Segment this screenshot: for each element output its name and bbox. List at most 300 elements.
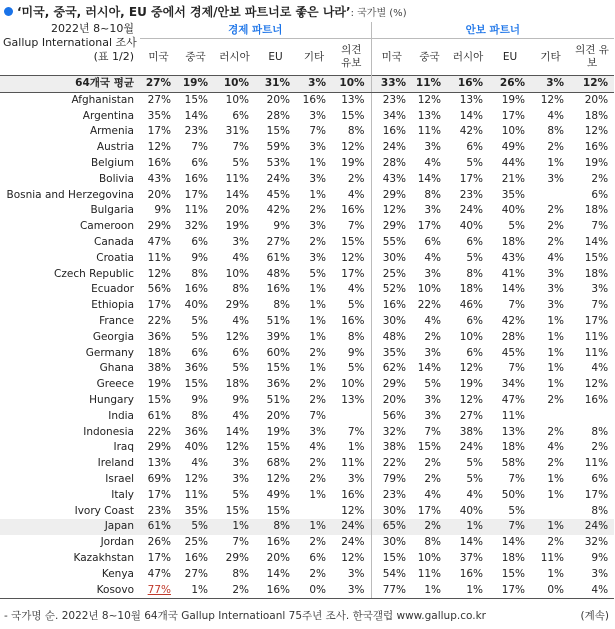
cell-econ: 38% <box>147 362 171 375</box>
country-label: Ecuador <box>91 283 134 296</box>
cell-sec: 5% <box>508 220 526 233</box>
cell-sec: 17% <box>459 172 484 185</box>
table-row <box>0 235 614 251</box>
cell-sec: 10% <box>417 551 442 564</box>
cell-sec: 20% <box>371 393 412 409</box>
cell-econ: 40% <box>184 299 208 312</box>
table-row <box>0 440 614 456</box>
cell-econ: 7% <box>309 125 326 138</box>
col-header-sec-3: EU <box>502 51 518 63</box>
average-sec-cell: 3% <box>531 76 570 93</box>
cell-econ: 1% <box>347 441 365 454</box>
cell-sec: 12% <box>459 362 484 375</box>
table-row <box>0 504 614 520</box>
cell-econ: 26% <box>147 536 171 549</box>
cell-sec: 1% <box>412 583 447 599</box>
cell-econ: 16% <box>184 283 208 296</box>
cell-econ: 3% <box>232 457 249 470</box>
cell-sec: 12% <box>584 378 609 391</box>
cell-econ: 8% <box>255 519 296 535</box>
cell-econ: 12% <box>341 141 365 154</box>
cell-sec: 11% <box>540 551 565 564</box>
cell-econ: 4% <box>191 457 208 470</box>
cell-sec: 28% <box>501 330 526 343</box>
country-label: Cameroon <box>79 220 134 233</box>
cell-econ: 60% <box>266 346 290 359</box>
cell-econ: 7% <box>309 409 326 422</box>
cell-sec: 0% <box>531 583 570 599</box>
cell-sec: 4% <box>547 251 565 264</box>
cell-sec: 2% <box>591 172 609 185</box>
cell-sec: 21% <box>501 172 526 185</box>
cell-sec: 6% <box>424 235 442 248</box>
country-label: Germany <box>85 346 134 359</box>
cell-sec: 22% <box>417 299 442 312</box>
cell-econ: 28% <box>266 109 290 122</box>
cell-sec: 3% <box>547 267 565 280</box>
cell-econ: 12% <box>341 551 365 564</box>
cell-sec: 13% <box>501 425 526 438</box>
cell-econ: 0% <box>296 583 332 599</box>
cell-econ: 27% <box>147 93 171 106</box>
cell-econ: 5% <box>232 156 249 169</box>
cell-econ: 1% <box>296 519 332 535</box>
cell-sec: 1% <box>547 314 565 327</box>
cell-econ: 16% <box>147 156 171 169</box>
cell-sec: 3% <box>547 172 565 185</box>
cell-sec: 2% <box>547 235 565 248</box>
cell-sec <box>531 504 570 520</box>
title-main: ‘미국, 중국, 러시아, EU 중에서 경제/안보 파트너로 좋은 나라’ <box>17 5 351 19</box>
cell-sec: 24% <box>570 519 614 535</box>
cell-econ: 4% <box>309 441 326 454</box>
cell-sec: 3% <box>424 346 442 359</box>
cell-econ: 1% <box>309 188 326 201</box>
cell-econ: 11% <box>225 172 249 185</box>
cell-econ: 11% <box>184 204 208 217</box>
cell-econ: 4% <box>232 314 249 327</box>
cell-econ: 22% <box>147 425 171 438</box>
group-security: 안보 파트너 <box>371 22 614 39</box>
cell-sec: 14% <box>459 536 484 549</box>
cell-sec: 4% <box>570 583 614 599</box>
table-row <box>0 298 614 314</box>
cell-sec: 30% <box>371 314 412 330</box>
cell-sec: 4% <box>424 251 442 264</box>
cell-econ: 15% <box>184 378 208 391</box>
cell-econ: 32% <box>184 220 208 233</box>
average-sec-cell: 26% <box>489 76 531 93</box>
cell-econ: 11% <box>184 488 208 501</box>
table-corner <box>0 22 140 76</box>
cell-econ: 3% <box>347 472 365 485</box>
cell-sec: 1% <box>547 567 565 580</box>
cell-sec: 12% <box>417 93 442 106</box>
cell-econ: 42% <box>266 204 290 217</box>
cell-sec: 23% <box>459 188 484 201</box>
cell-econ: 13% <box>341 93 365 106</box>
table-row <box>0 377 614 393</box>
cell-econ: 39% <box>266 330 290 343</box>
cell-sec: 7% <box>424 425 442 438</box>
cell-sec: 1% <box>547 488 565 501</box>
cell-econ: 17% <box>147 551 171 564</box>
cell-econ: 6% <box>191 346 208 359</box>
cell-sec: 79% <box>371 472 412 488</box>
cell-sec: 2% <box>547 141 565 154</box>
results-table <box>0 22 614 599</box>
cell-econ: 1% <box>309 488 326 501</box>
footer-note: - 국가명 순. 2022년 8~10월 64개국 Gallup Internatioanl 75주년 조사. 한국갤럽 www.gallup.co.kr <box>4 610 486 622</box>
cell-sec: 35% <box>371 346 412 362</box>
cell-econ: 9% <box>191 393 208 406</box>
cell-econ <box>296 504 332 520</box>
cell-econ: 16% <box>341 314 365 327</box>
cell-sec: 29% <box>371 377 412 393</box>
table-row <box>0 140 614 156</box>
cell-econ: 5% <box>347 362 365 375</box>
cell-sec: 6% <box>466 346 484 359</box>
cell-econ: 10% <box>341 378 365 391</box>
cell-econ: 24% <box>341 536 365 549</box>
cell-sec: 58% <box>501 457 526 470</box>
cell-sec: 6% <box>466 235 484 248</box>
cell-econ: 5% <box>232 488 249 501</box>
cell-sec: 27% <box>459 409 484 422</box>
cell-sec <box>531 188 570 204</box>
cell-sec: 1% <box>547 330 565 343</box>
cell-sec: 10% <box>417 283 442 296</box>
cell-sec: 16% <box>584 393 609 406</box>
cell-sec: 50% <box>501 488 526 501</box>
country-label: Ghana <box>99 362 134 375</box>
country-label: Ivory Coast <box>74 504 134 517</box>
cell-econ: 24% <box>332 519 371 535</box>
cell-econ: 9% <box>347 346 365 359</box>
cell-econ <box>332 409 371 425</box>
cell-sec: 5% <box>466 251 484 264</box>
cell-econ: 12% <box>341 504 365 517</box>
cell-sec: 14% <box>501 283 526 296</box>
country-label: Armenia <box>89 125 134 138</box>
table-row <box>0 124 614 140</box>
cell-econ: 25% <box>184 536 208 549</box>
table-row <box>0 282 614 298</box>
average-econ-cell: 27% <box>140 76 177 93</box>
cell-econ: 8% <box>232 567 249 580</box>
table-row <box>0 409 614 425</box>
cell-econ: 17% <box>147 488 171 501</box>
cell-econ: 18% <box>147 346 171 359</box>
cell-econ: 17% <box>341 267 365 280</box>
cell-sec: 2% <box>547 536 565 549</box>
col-header-sec-1: 중국 <box>419 51 440 63</box>
cell-econ: 19% <box>147 378 171 391</box>
cell-sec: 35% <box>501 188 526 201</box>
cell-econ: 16% <box>341 204 365 217</box>
cell-sec: 30% <box>371 504 412 520</box>
average-econ-cell: 19% <box>177 76 214 93</box>
cell-sec: 24% <box>459 204 484 217</box>
cell-econ: 13% <box>147 457 171 470</box>
cell-sec: 13% <box>459 93 484 106</box>
cell-sec: 11% <box>584 330 609 343</box>
cell-sec: 28% <box>371 156 412 172</box>
cell-econ: 20% <box>266 409 290 422</box>
cell-econ: 15% <box>184 93 208 106</box>
cell-econ: 5% <box>347 299 365 312</box>
cell-econ: 17% <box>184 188 208 201</box>
cell-econ: 4% <box>347 188 365 201</box>
cell-sec: 30% <box>371 535 412 551</box>
cell-econ: 8% <box>273 299 290 312</box>
col-header-sec-2: 러시아 <box>452 51 484 63</box>
country-label: Ireland <box>97 457 134 470</box>
cell-sec: 7% <box>508 362 526 375</box>
cell-econ: 48% <box>266 267 290 280</box>
cell-sec: 17% <box>584 488 609 501</box>
table-row <box>0 251 614 267</box>
cell-sec: 22% <box>371 456 412 472</box>
cell-sec: 2% <box>547 425 565 438</box>
col-header-econ-1: 중국 <box>185 51 206 63</box>
cell-econ: 35% <box>184 504 208 517</box>
country-label: France <box>99 314 134 327</box>
cell-econ: 2% <box>309 204 326 217</box>
cell-sec: 42% <box>459 125 484 138</box>
cell-sec: 15% <box>371 551 412 567</box>
average-econ-cell: 10% <box>214 76 255 93</box>
cell-econ: 12% <box>341 251 365 264</box>
cell-sec: 7% <box>591 299 609 312</box>
cell-econ: 6% <box>191 235 208 248</box>
cell-econ: 51% <box>266 314 290 327</box>
corner-page: (표 1/2) <box>93 50 134 63</box>
cell-sec: 12% <box>584 125 609 138</box>
cell-sec: 4% <box>547 109 565 122</box>
cell-sec: 52% <box>371 282 412 298</box>
cell-sec: 5% <box>466 156 484 169</box>
table-row <box>0 92 614 108</box>
cell-econ: 1% <box>214 519 255 535</box>
table-row <box>0 109 614 125</box>
cell-econ: 12% <box>147 267 171 280</box>
cell-econ: 8% <box>191 267 208 280</box>
cell-econ: 56% <box>147 283 171 296</box>
country-label: Greece <box>96 378 134 391</box>
cell-sec: 8% <box>591 425 609 438</box>
cell-econ: 18% <box>225 378 249 391</box>
cell-sec: 55% <box>371 235 412 251</box>
cell-econ: 7% <box>191 141 208 154</box>
cell-econ: 15% <box>341 109 365 122</box>
cell-sec: 8% <box>466 267 484 280</box>
cell-econ: 49% <box>266 488 290 501</box>
cell-econ: 15% <box>266 441 290 454</box>
cell-econ: 68% <box>266 457 290 470</box>
cell-sec: 29% <box>371 219 412 235</box>
cell-econ: 19% <box>341 156 365 169</box>
cell-econ: 15% <box>225 504 249 517</box>
cell-econ: 1% <box>309 299 326 312</box>
average-label: 64개국 평균 <box>0 76 140 93</box>
cell-sec: 2% <box>424 330 442 343</box>
cell-sec: 54% <box>371 567 412 583</box>
cell-sec: 44% <box>501 156 526 169</box>
cell-sec: 17% <box>501 109 526 122</box>
cell-econ: 47% <box>147 567 171 580</box>
cell-econ: 11% <box>341 457 365 470</box>
cell-sec: 30% <box>371 251 412 267</box>
cell-sec: 2% <box>412 519 447 535</box>
cell-sec: 11% <box>501 409 526 422</box>
cell-sec: 6% <box>591 188 609 201</box>
cell-econ: 16% <box>184 172 208 185</box>
cell-sec: 17% <box>417 504 442 517</box>
cell-econ: 29% <box>147 220 171 233</box>
cell-econ: 59% <box>266 141 290 154</box>
cell-sec: 5% <box>466 472 484 485</box>
table-row <box>0 456 614 472</box>
cell-sec: 19% <box>501 93 526 106</box>
cell-econ: 5% <box>177 519 214 535</box>
cell-sec: 12% <box>540 93 565 106</box>
cell-sec: 18% <box>584 109 609 122</box>
cell-sec: 3% <box>591 567 609 580</box>
average-sec-cell: 33% <box>371 76 412 93</box>
bullet-dot-icon <box>4 7 13 16</box>
table-row <box>0 583 614 599</box>
country-label: Kosovo <box>0 583 140 599</box>
table-row <box>0 472 614 488</box>
cell-sec: 11% <box>584 346 609 359</box>
cell-econ: 40% <box>184 441 208 454</box>
cell-sec: 11% <box>584 457 609 470</box>
cell-econ: 45% <box>266 188 290 201</box>
cell-sec: 16% <box>371 124 412 140</box>
cell-econ: 9% <box>154 204 171 217</box>
cell-econ: 14% <box>184 109 208 122</box>
cell-sec: 2% <box>591 441 609 454</box>
cell-econ: 1% <box>309 330 326 343</box>
cell-econ: 2% <box>309 457 326 470</box>
cell-econ: 1% <box>309 362 326 375</box>
cell-sec: 12% <box>371 203 412 219</box>
col-header-econ-2: 러시아 <box>219 51 250 63</box>
country-label: Afghanistan <box>71 93 134 106</box>
cell-econ: 15% <box>266 504 290 517</box>
table-row <box>0 488 614 504</box>
cell-sec: 23% <box>371 92 412 108</box>
average-econ-cell: 31% <box>255 76 296 93</box>
corner-date: 2022년 8~10월 <box>51 22 134 35</box>
title-sub: : 국가별 (%) <box>350 8 407 19</box>
cell-sec: 1% <box>531 519 570 535</box>
cell-econ: 9% <box>273 220 290 233</box>
table-row <box>0 156 614 172</box>
cell-sec: 18% <box>459 283 484 296</box>
cell-sec: 16% <box>584 141 609 154</box>
cell-sec: 11% <box>417 125 442 138</box>
table-row <box>0 330 614 346</box>
cell-sec: 15% <box>501 567 526 580</box>
cell-econ: 36% <box>184 362 208 375</box>
cell-sec: 4% <box>424 314 442 327</box>
country-label: Ethiopia <box>91 299 134 312</box>
cell-econ: 3% <box>232 235 249 248</box>
cell-econ: 61% <box>140 519 177 535</box>
cell-econ: 15% <box>147 393 171 406</box>
cell-sec <box>570 409 614 425</box>
table-row <box>0 519 614 535</box>
table-row <box>0 203 614 219</box>
cell-sec: 8% <box>591 504 609 517</box>
cell-sec: 32% <box>584 536 609 549</box>
country-label: Israel <box>105 472 134 485</box>
cell-econ: 7% <box>347 220 365 233</box>
cell-sec: 23% <box>371 488 412 504</box>
cell-sec: 62% <box>371 361 412 377</box>
cell-econ: 3% <box>309 251 326 264</box>
cell-econ: 14% <box>225 188 249 201</box>
country-label: India <box>108 409 134 422</box>
cell-sec: 1% <box>447 583 489 599</box>
col-header-sec-0: 미국 <box>371 39 412 76</box>
cell-sec <box>531 409 570 425</box>
cell-econ: 6% <box>232 346 249 359</box>
cell-sec: 40% <box>459 220 484 233</box>
cell-sec: 3% <box>424 141 442 154</box>
cell-econ: 2% <box>214 583 255 599</box>
cell-econ: 8% <box>232 283 249 296</box>
cell-sec: 41% <box>501 267 526 280</box>
cell-econ: 6% <box>191 156 208 169</box>
cell-sec: 9% <box>591 551 609 564</box>
cell-econ: 20% <box>147 188 171 201</box>
average-sec-cell: 11% <box>412 76 447 93</box>
cell-sec: 8% <box>547 125 565 138</box>
cell-sec: 17% <box>584 314 609 327</box>
country-label: Bolivia <box>98 172 134 185</box>
cell-sec: 4% <box>424 488 442 501</box>
cell-econ: 8% <box>191 409 208 422</box>
cell-sec: 8% <box>424 188 442 201</box>
cell-econ: 16% <box>302 93 326 106</box>
cell-sec: 14% <box>501 536 526 549</box>
cell-sec: 47% <box>501 393 526 406</box>
cell-sec: 13% <box>417 109 442 122</box>
country-label: Austria <box>96 141 134 154</box>
cell-econ: 16% <box>266 536 290 549</box>
country-label: Bosnia and Herzegovina <box>6 188 134 201</box>
cell-econ: 14% <box>225 425 249 438</box>
cell-sec: 24% <box>371 140 412 156</box>
country-label: Czech Republic <box>54 267 134 280</box>
cell-sec: 2% <box>547 204 565 217</box>
cell-sec: 7% <box>489 519 531 535</box>
cell-econ: 7% <box>232 141 249 154</box>
cell-sec: 19% <box>459 378 484 391</box>
cell-sec: 14% <box>459 109 484 122</box>
cell-sec: 2% <box>547 393 565 406</box>
cell-sec: 1% <box>547 346 565 359</box>
country-label: Jordan <box>100 536 134 549</box>
cell-sec: 6% <box>466 141 484 154</box>
cell-sec: 10% <box>501 125 526 138</box>
table-row <box>0 535 614 551</box>
cell-sec: 19% <box>584 156 609 169</box>
cell-econ: 2% <box>309 472 326 485</box>
